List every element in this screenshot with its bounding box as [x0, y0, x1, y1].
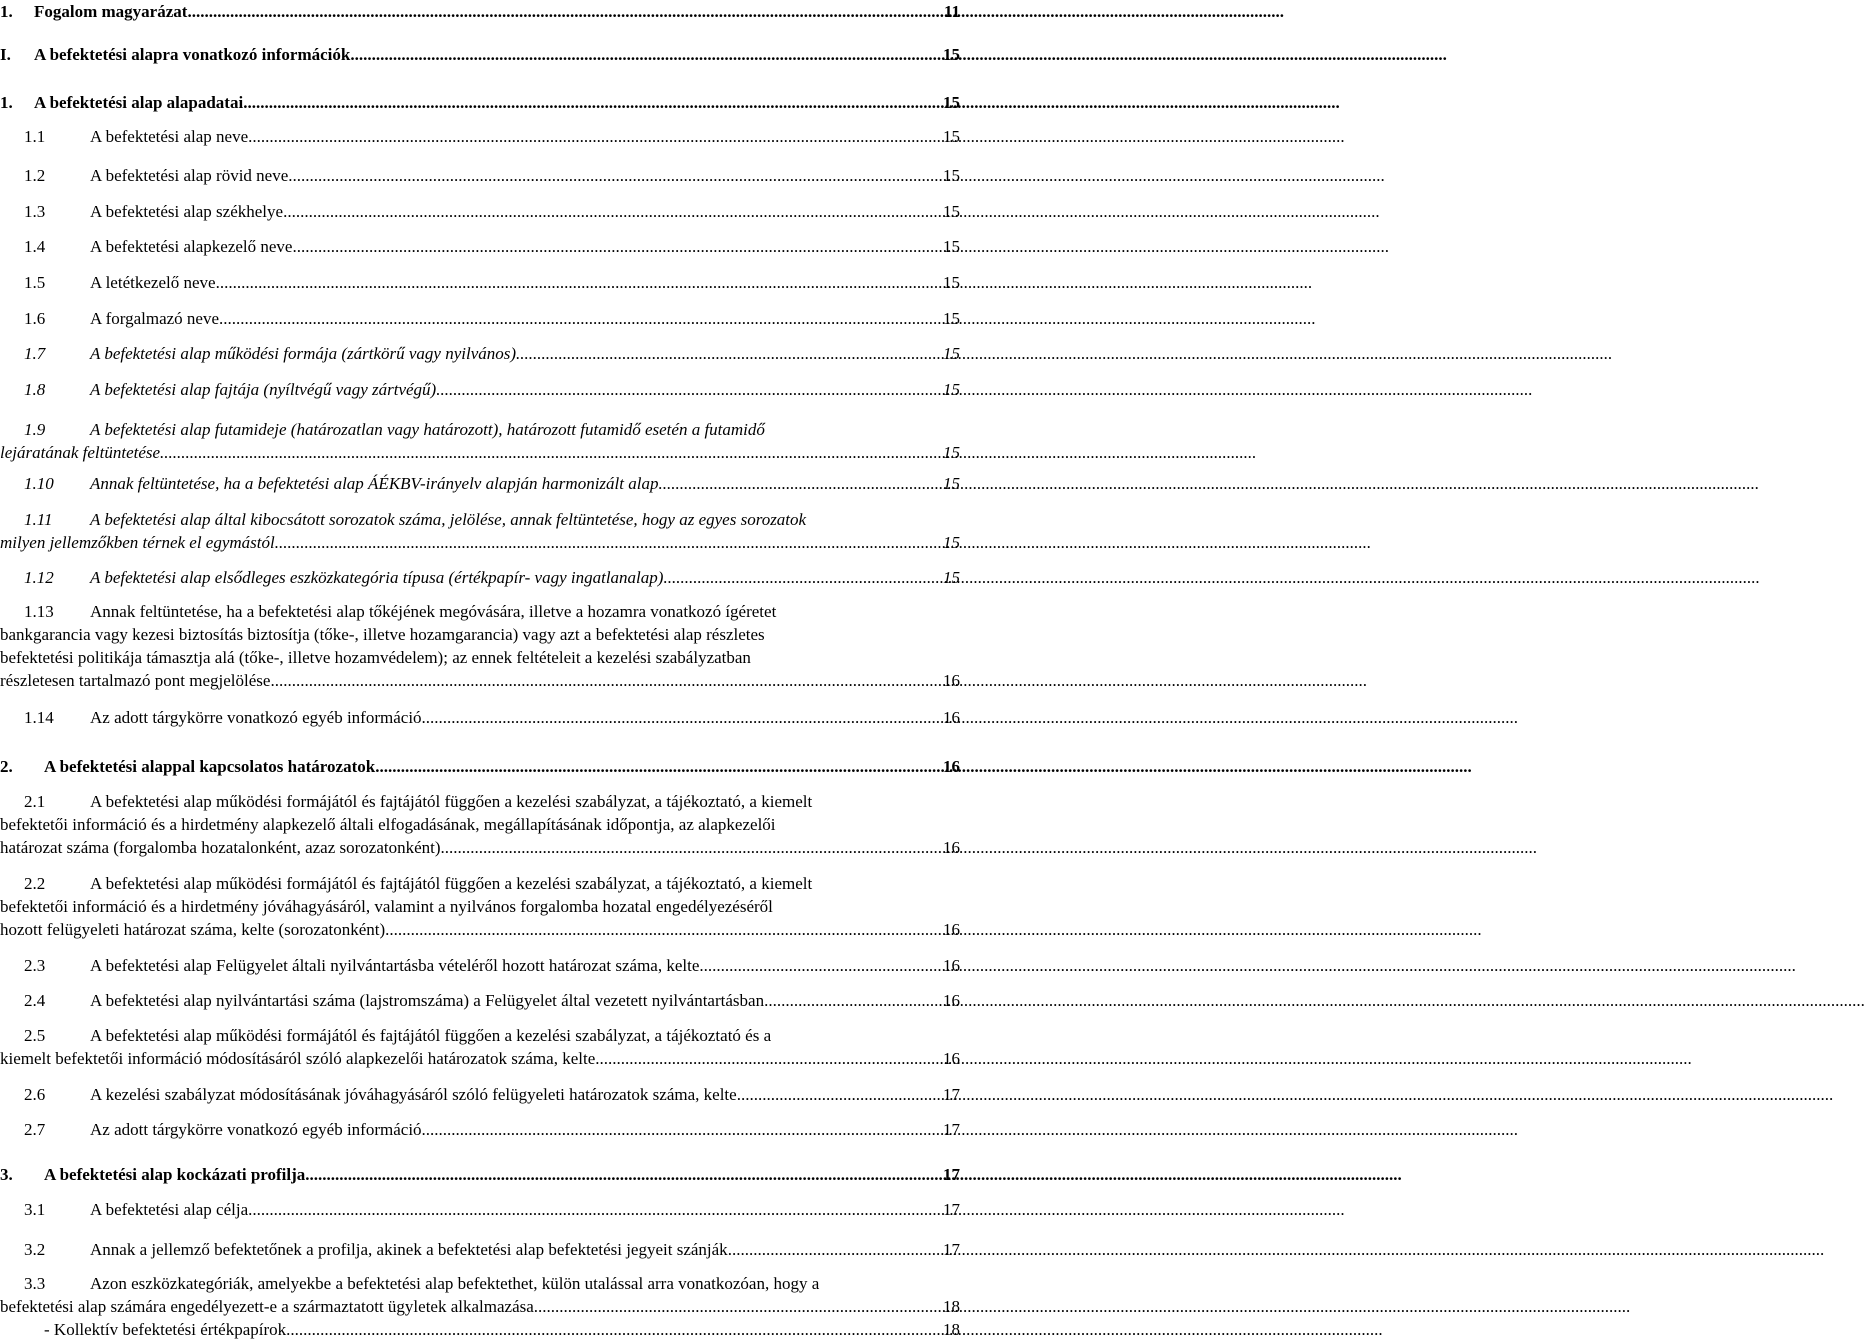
- toc-entry-1-11[interactable]: [0, 508, 960, 554]
- toc-title-line-2: befektetői információ és a hirdetmény jóváhagyásáról, valamint a nyilvános forgalomba hozatal engedélyezéséről: [0, 897, 773, 916]
- toc-page-number: 11: [943, 2, 960, 21]
- toc-leader: [663, 472, 942, 495]
- toc-page-number: 15: [943, 202, 960, 221]
- toc-title: A befektetési alap elsődleges eszközkategória típusa (értékpapír- vagy ingatlanalap): [90, 568, 664, 587]
- toc-title: milyen jellemzőkben térnek el egymástól: [0, 533, 275, 552]
- toc-number: 3.2: [24, 1240, 46, 1259]
- toc-number: 2.7: [24, 1120, 46, 1139]
- toc-number: 1.13: [24, 602, 54, 621]
- toc-entry-1-6[interactable]: [0, 307, 960, 330]
- toc-title-line-2: bankgarancia vagy kezesi biztosítás biztosítja (tőke-, illetve hozamgarancia) vagy azt a befektetési alap részletes: [0, 625, 765, 644]
- toc-entry-1-8[interactable]: [0, 378, 960, 401]
- toc-entry-1-2[interactable]: [0, 164, 960, 187]
- toc-page-number: 15: [943, 309, 960, 328]
- toc-entry-1-10[interactable]: [0, 472, 960, 495]
- toc-title-line-1: A befektetési alap működési formájától és fajtájától függően a kezelési szabályzat, a tájékoztató, a kiemelt: [90, 792, 813, 811]
- toc-leader: [283, 200, 942, 223]
- toc-number: 1.: [0, 2, 13, 21]
- toc-title: A befektetési alap célja: [90, 1200, 249, 1219]
- toc-leader: [516, 342, 942, 365]
- toc-entry-2-1[interactable]: [0, 790, 960, 859]
- toc-leader: [219, 307, 942, 330]
- toc-page-number: 16: [943, 671, 960, 690]
- toc-entry-1-5[interactable]: [0, 271, 960, 294]
- toc-number: 1.5: [24, 273, 46, 292]
- toc-leader: [595, 1047, 942, 1070]
- toc-title: A letétkezelő neve: [90, 273, 216, 292]
- toc-leader: [270, 669, 942, 692]
- toc-page-number: 16: [943, 708, 960, 727]
- toc-number: 3.: [0, 1165, 13, 1184]
- toc-leader: [305, 1163, 942, 1186]
- toc-leader: [160, 441, 942, 464]
- toc-title: A befektetési alap neve: [90, 127, 249, 146]
- toc-page-number: 17: [943, 1165, 960, 1184]
- toc-title: Az adott tárgykörre vonatkozó egyéb információ: [90, 708, 422, 727]
- toc-entry-1-4[interactable]: [0, 235, 960, 258]
- toc-entry-2-4[interactable]: [0, 989, 960, 1012]
- toc-leader: [728, 1238, 942, 1261]
- toc-title-line-1: A befektetési alap működési formájától és fajtájától függően a kezelési szabályzat, a tájékoztató és a: [90, 1026, 772, 1045]
- toc-number: 1.4: [24, 237, 46, 256]
- toc-leader: [286, 1318, 942, 1341]
- toc-page-number: 15: [943, 533, 960, 552]
- toc-number: 1.6: [24, 309, 46, 328]
- toc-page-number: 15: [943, 443, 960, 462]
- toc-number: 3.1: [24, 1200, 46, 1219]
- toc-leader: [699, 954, 942, 977]
- toc-number: I.: [0, 45, 11, 64]
- toc-leader: [350, 43, 942, 66]
- toc-leader: [243, 91, 942, 114]
- toc-title: A kezelési szabályzat módosításának jóváhagyásáról szóló felügyeleti határozatok száma, kelte: [90, 1085, 737, 1104]
- toc-page-number: 16: [943, 757, 960, 776]
- toc-page-number: 15: [943, 237, 960, 256]
- toc-title-line-1: A befektetési alap futamideje (határozatlan vagy határozott), határozott futamidő esetén a futamidő: [90, 420, 765, 439]
- toc-page-number: 16: [943, 1049, 960, 1068]
- toc-title: A befektetési alappal kapcsolatos határozatok: [44, 757, 376, 776]
- toc-leader: [248, 125, 942, 148]
- toc-title: A befektetési alap nyilvántartási száma (lajstromszáma) a Felügyelet által vezetett nyilvántartásban.: [90, 991, 769, 1010]
- toc-entry-1-7[interactable]: [0, 342, 960, 365]
- toc-entry-1-14[interactable]: [0, 706, 960, 729]
- toc-page-number: 16: [943, 956, 960, 975]
- toc-title: A befektetési alap rövid neve: [90, 166, 289, 185]
- toc-entry-kollektiv[interactable]: [0, 1318, 960, 1341]
- toc-page-number: 17: [943, 1240, 960, 1259]
- toc-entry-part-i[interactable]: [0, 43, 960, 66]
- toc-leader: [441, 836, 942, 859]
- toc-title: A befektetési alap működési formája (zártkörű vagy nyilvános): [90, 344, 517, 363]
- toc-leader: [248, 1198, 942, 1221]
- toc-number: 1.7: [24, 344, 46, 363]
- toc-entry-3-2[interactable]: [0, 1238, 960, 1261]
- toc-number: 1.8: [24, 380, 46, 399]
- toc-entry-2-3[interactable]: [0, 954, 960, 977]
- toc-title-line-1: A befektetési alap működési formájától és fajtájától függően a kezelési szabályzat, a tájékoztató, a kiemelt: [90, 874, 813, 893]
- toc-page-number: 18: [943, 1320, 960, 1339]
- toc-title: lejáratának feltüntetése: [0, 443, 161, 462]
- toc-entry-3-1[interactable]: [0, 1198, 960, 1221]
- toc-leader: [768, 989, 942, 1012]
- toc-leader: [375, 755, 942, 778]
- toc-title: Fogalom magyarázat: [34, 2, 188, 21]
- toc-number: 2.: [0, 757, 13, 776]
- toc-number: 1.2: [24, 166, 46, 185]
- toc-number: 1.: [0, 93, 13, 112]
- toc-leader: [534, 1295, 942, 1318]
- toc-leader: [292, 235, 942, 258]
- toc-title: Az adott tárgykörre vonatkozó egyéb információ: [90, 1120, 422, 1139]
- toc-leader: [737, 1083, 942, 1106]
- toc-title: - Kollektív befektetési értékpapírok: [44, 1320, 287, 1339]
- toc-page-number: 15: [943, 474, 960, 493]
- toc-number: 2.1: [24, 792, 46, 811]
- toc-page-number: 15: [943, 166, 960, 185]
- toc-number: 1.11: [24, 510, 53, 529]
- toc-page-number: 15: [943, 45, 960, 64]
- toc-leader: [436, 378, 942, 401]
- toc-page-number: 16: [943, 838, 960, 857]
- toc-number: 3.3: [24, 1274, 46, 1293]
- toc-title-line-3: befektetési politikája támasztja alá (tőke-, illetve hozamvédelem); az ennek feltételeit a kezelési szabályzatban: [0, 648, 751, 667]
- toc-entry-section-2[interactable]: [0, 755, 960, 778]
- toc-entry-2-2[interactable]: [0, 872, 960, 941]
- toc-leader: [422, 1118, 942, 1141]
- toc-page-number: 17: [943, 1120, 960, 1139]
- toc-entry-1-3[interactable]: [0, 200, 960, 223]
- toc-entry-1-12[interactable]: [0, 566, 960, 589]
- toc-number: 1.14: [24, 708, 54, 727]
- toc-number: 1.9: [24, 420, 46, 439]
- toc-page-number: 15: [943, 344, 960, 363]
- toc-entry-2-6[interactable]: [0, 1083, 960, 1106]
- toc-page-number: 15: [943, 273, 960, 292]
- toc-page-number: 15: [943, 127, 960, 146]
- toc-title-line-1: A befektetési alap által kibocsátott sorozatok száma, jelölése, annak feltüntetése, hogy az egyes sorozatok: [90, 510, 807, 529]
- toc-entry-3-3[interactable]: [0, 1272, 960, 1318]
- toc-number: 2.3: [24, 956, 46, 975]
- toc-number: 2.6: [24, 1085, 46, 1104]
- toc-title-line-2: befektetői információ és a hirdetmény alapkezelő általi elfogadásának, megállapításának időpontja, az alapkezelői: [0, 815, 776, 834]
- toc-leader: [187, 0, 943, 23]
- toc-entry-1-13[interactable]: [0, 600, 960, 692]
- toc-page-number: 15: [943, 93, 960, 112]
- toc-number: 2.5: [24, 1026, 46, 1045]
- toc-title: A befektetési alap Felügyelet általi nyilvántartásba vételéről hozott határozat száma, kelte: [90, 956, 700, 975]
- toc-leader: [216, 271, 942, 294]
- toc-page-number: 16: [943, 920, 960, 939]
- toc-title: A befektetési alap fajtája (nyíltvégű vagy zártvégű): [90, 380, 437, 399]
- toc-number: 2.2: [24, 874, 46, 893]
- toc-title: A befektetési alap székhelye: [90, 202, 284, 221]
- toc-title: A befektetési alap alapadatai: [34, 93, 244, 112]
- toc-number: 2.4: [24, 991, 46, 1010]
- toc-page-number: 17: [943, 1085, 960, 1104]
- toc-title-line-1: Azon eszközkategóriák, amelyekbe a befektetési alap befektethet, külön utalással arra vonatkozóan, hogy a: [90, 1274, 820, 1293]
- toc-leader: [275, 531, 942, 554]
- toc-title: Annak feltüntetése, ha a befektetési alap ÁÉKBV-irányelv alapján harmonizált alap.: [90, 474, 663, 493]
- toc-title: A befektetési alapra vonatkozó információk: [34, 45, 351, 64]
- toc-number: 1.1: [24, 127, 46, 146]
- toc-title-line-1: Annak feltüntetése, ha a befektetési alap tőkéjének megóvására, illetve a hozamra vonatkozó ígéretet: [90, 602, 777, 621]
- toc-title: határozat száma (forgalomba hozatalonként, azaz sorozatonként): [0, 838, 441, 857]
- toc-entry-2-7[interactable]: [0, 1118, 960, 1141]
- toc-title: Annak a jellemző befektetőnek a profilja, akinek a befektetési alap befektetési jegyeit szánják: [90, 1240, 728, 1259]
- toc-number: 1.3: [24, 202, 46, 221]
- toc-leader: [385, 918, 942, 941]
- toc-page-number: 17: [943, 1200, 960, 1219]
- toc-entry-fogalom[interactable]: [0, 0, 960, 23]
- toc-entry-section-3[interactable]: [0, 1163, 960, 1186]
- toc-title: hozott felügyeleti határozat száma, kelte (sorozatonként): [0, 920, 386, 939]
- toc-title: A forgalmazó neve: [90, 309, 220, 328]
- toc-leader: [663, 566, 942, 589]
- toc-page-number: 18: [943, 1297, 960, 1316]
- toc-title: A befektetési alapkezelő neve: [90, 237, 293, 256]
- toc-title: A befektetési alap kockázati profilja: [44, 1165, 306, 1184]
- toc-entry-2-5[interactable]: [0, 1024, 960, 1070]
- toc-page-number: 15: [943, 568, 960, 587]
- toc-page-number: 16: [943, 991, 960, 1010]
- toc-leader: [288, 164, 942, 187]
- toc-number: 1.12: [24, 568, 54, 587]
- toc-entry-1-9[interactable]: [0, 418, 960, 464]
- toc-page-number: 15: [943, 380, 960, 399]
- toc-entry-1-1[interactable]: [0, 125, 960, 148]
- toc-title: részletesen tartalmazó pont megjelölése: [0, 671, 271, 690]
- toc-entry-section-1[interactable]: [0, 91, 960, 114]
- toc-title: befektetési alap számára engedélyezett-e a származtatott ügyletek alkalmazása: [0, 1297, 534, 1316]
- toc-leader: [422, 706, 942, 729]
- toc-title: kiemelt befektetői információ módosításáról szóló alapkezelői határozatok száma, kelte: [0, 1049, 596, 1068]
- toc-number: 1.10: [24, 474, 54, 493]
